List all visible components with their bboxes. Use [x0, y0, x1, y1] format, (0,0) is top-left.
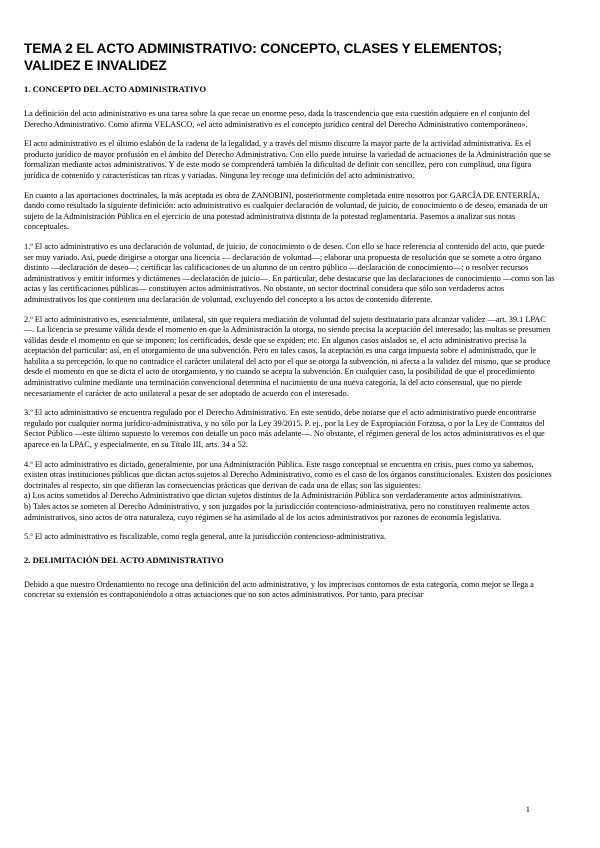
paragraph: 3.º El acto administrativo se encuentra regulado por el Derecho Administrativo. En este sentido, debe notarse que el acto administrativo puede encontrarse regulado por cualquier norma jurídico-administrativa, y no sólo por la Ley 39/2015. P. ej., por la Ley de Expropiación Forzosa, o por la Ley de Contratos del Sector Público —este último supuesto lo veremos con detalle un poco más adelante—. No obstante, el régimen general de los actos administrativos es el que aparece en la LPAC, y especialmente, en su Título III, arts. 34 a 52. [24, 408, 545, 450]
document-title: TEMA 2 EL ACTO ADMINISTRATIVO: CONCEPTO, CLASES Y ELEMENTOS; VALIDEZ E INVALIDEZ [24, 41, 502, 73]
paragraph: 5.º El acto administrativo es fiscalizable, como regla general, ante la jurisdicción contencioso-administrativa. [24, 532, 386, 542]
section-heading-concepto: 1. CONCEPTO DEL ACTO ADMINISTRATIVO [24, 84, 207, 94]
paragraph: Debido a que nuestro Ordenamiento no recoge una definición del acto administrativo, y los imprecisos contornos de esta categoría, como mejor se llega a concretar su extensión es contraponiéndolo a otras actuaciones que no son actos administrativos. Por tanto, para precisar [24, 579, 534, 600]
paragraph: La definición del acto administrativo es una tarea sobre la que recae un enorme peso, dada la trascendencia que esta cuestión adquiere en el conjunto del Derecho Administrativo. Como afirma VELASCO, «el acto administrativo es el concepto jurídico central del Derecho Administrativo contemporáneo». [24, 109, 530, 129]
section-heading-delimitacion: 2. DELIMITACIÓN DEL ACTO ADMINISTRATIVO [24, 554, 224, 565]
paragraph: 4.º El acto administrativo es dictado, generalmente, por una Administración Pública. Este rasgo conceptual se encuentra en crisis, pues como ya sabemos, existen otras instituciones públicas que dictan actos sujetos al Derecho Administrativo, como es el caso de los órganos constitucionales. Existen dos posiciones doctrinales al respecto, sin que difieran las consecuencias prácticas que derivan de cada una de ellas; son las siguientes: a) Los actos sometidos al Derecho Administrativo que dictan sujetos distintos de la Administración Pública son verdaderamente actos administrativos. b) Tales actos se someten al Derecho Administrativo, y son juzgados por la jurisdicción contencioso-administrativa, pero no constituyen realmente actos administrativos, sino actos de otra naturaleza, cuyo régimen se ha asimilado al de los actos administrativos por razones de economía legislativa. [24, 459, 552, 522]
paragraph: En cuanto a las aportaciones doctrinales, la más aceptada es obra de ZANOBINI, posteriormente completada entre nosotros por GARCÍA DE ENTERRÍA, dando como resultado la siguiente definición: acto administrativo es cualquier declaración de voluntad, de juicio, de conocimiento o de deseo, emanada de un sujeto de la Administración Pública en el ejercicio de una potestad administrativa distinta de la potestad reglamentaria. Pasemos a analizar sus notas conceptuales. [24, 190, 548, 232]
page-number: 1 [525, 804, 530, 814]
paragraph: 2.º El acto administrativo es, esencialmente, unilateral, sin que requiera mediación de voluntad del sujeto destinatario para alcanzar validez —art. 39.1 LPAC—. La licencia se presume válida desde el momento en que la Administración la otorga, no siendo precisa la aceptación del interesado; las multas se presumen válidas desde el momento en que se imponen; los certificados, desde que se expiden; etc. En algunos casos aislados se, el acto administrativo precisa la aceptación del particular: así, en el otorgamiento de una subvención. Pero en tales casos, la aceptación es una carga impuesta sobre el administrado, que le habilita a su percepción, lo que no contradice el carácter unilateral del acto por el que se otorga la subvención, ni afecta a la validez del mismo, que se produce desde el momento en que se dicta el acto de otorgamiento, y no cuando se acepta la subvención. En cualquier caso, la posibilidad de que el procedimiento administrativo culmine mediante una terminación convencional determina el nacimiento de una nueva categoría, la del acto consensual, que no pierde necesariamente el carácter de acto unilateral a pesar de ser adoptado de acuerdo con el interesado. [24, 314, 551, 398]
paragraph: El acto administrativo es el último eslabón de la cadena de la legalidad, y a través del mismo discurre la mayor parte de la actividad administrativa. Es el producto jurídico de mayor profusión en el ámbito del Derecho Administrativo. Con ello puede intuirse la variedad de actuaciones de la Administración que se formalizan mediante actos administrativos. Y de este modo se comprenderá también la dificultad de definir con sencillez, pero con cumplitud, una figura jurídica de contenido y características tan ricas y variadas. Ninguna ley recoge una definición del acto administrativo. [24, 139, 551, 180]
paragraph: 1.º El acto administrativo es una declaración de voluntad, de juicio, de conocimiento o de deseo. Con ello se hace referencia al contenido del acto, que puede ser muy variado. Así, puede dirigirse a otorgar una licencia — declaración de voluntad—; elaborar una propuesta de resolución que se somete a otro órgano distinto —declaración de deseo—; certificar las calificaciones de un alumno de un centro público —declaración de conocimiento—; o resolver recursos administrativos y emitir informes y dictámenes —declaración de juicio—. En particular, debe destacarse que las declaraciones de conocimiento —como son las actas y las certificaciones públicas— constituyen actos administrativos. No obstante, un sector doctrinal considera que sólo son verdaderos actos administrativos los que contienen una declaración de voluntad, excluyendo del concepto a los actos de contenido diferente. [24, 241, 555, 304]
